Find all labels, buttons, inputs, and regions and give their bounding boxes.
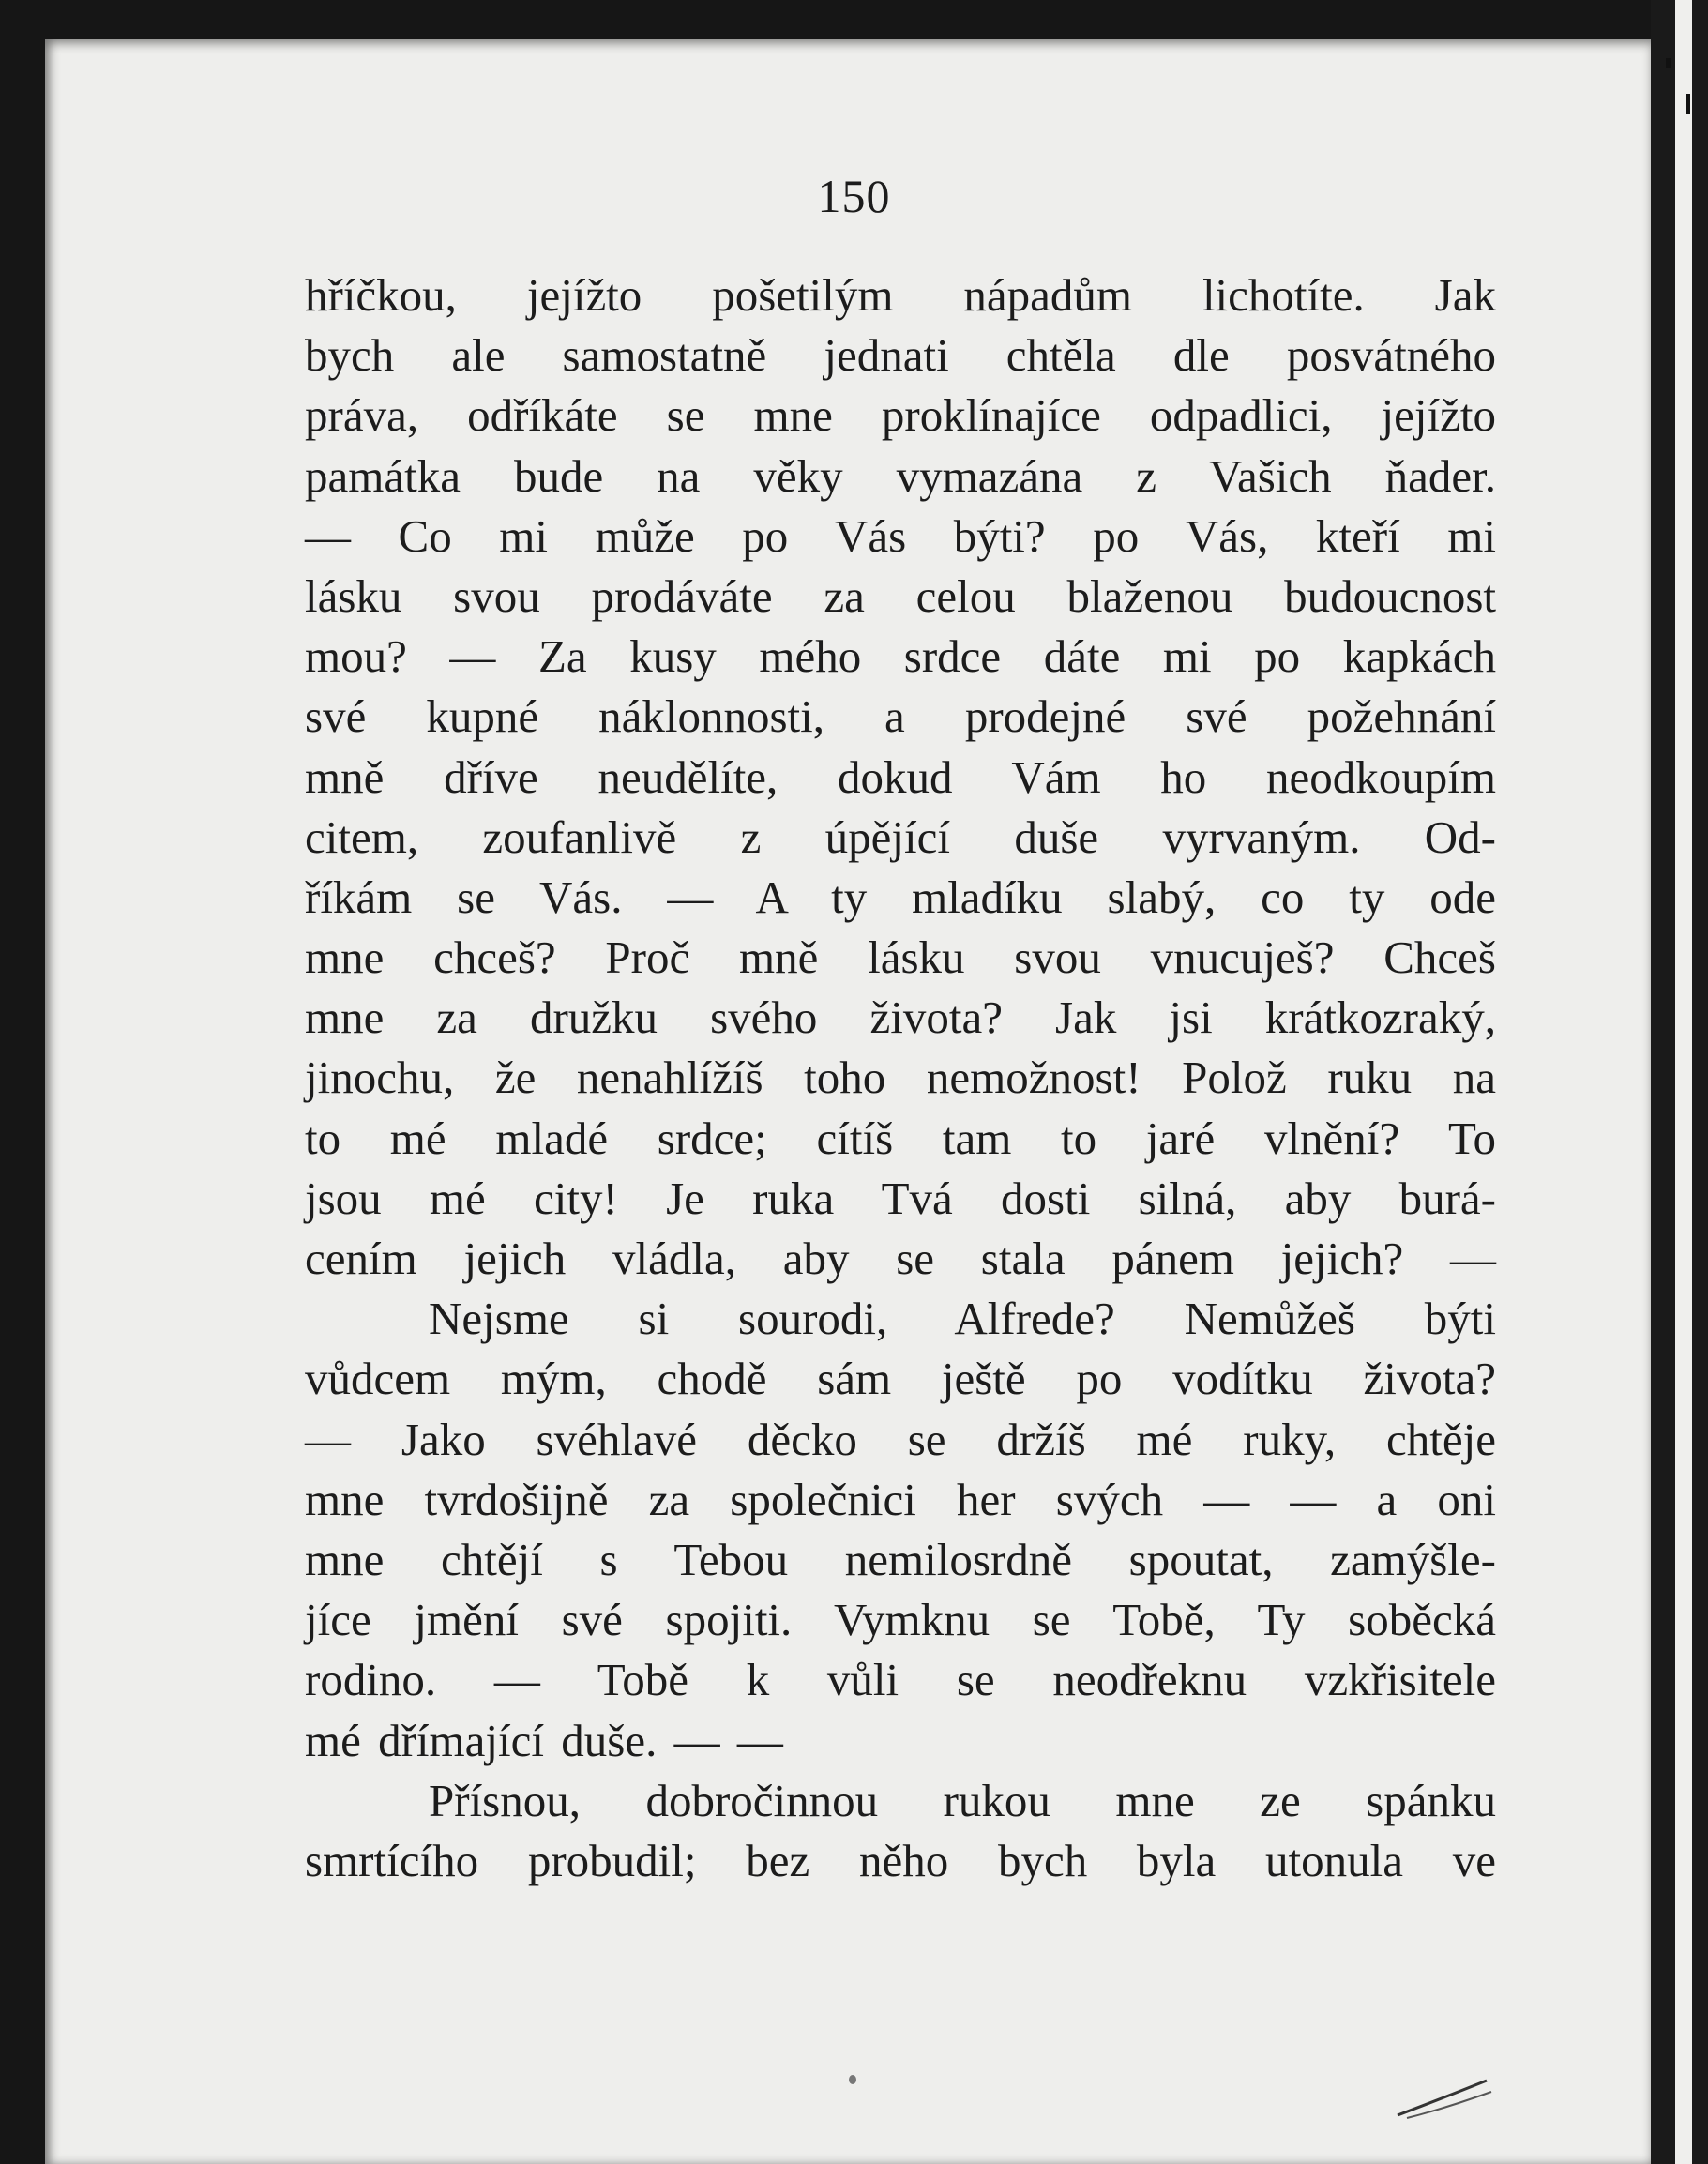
text-line: rodino. — Tobě k vůli se neodřeknu vzkřisitele [305,1654,1496,1706]
text-line: — Jako svéhlavé děcko se držíš mé ruky, chtěje [305,1413,1496,1465]
text-line: mne za družku svého života? Jak jsi krátkozraký, [305,991,1496,1044]
text-line: mé dřímající duše. — — [305,1714,783,1766]
text-line: mou? — Za kusy mého srdce dáte mi po kapkách [305,630,1496,683]
text-line: Přísnou, dobročinnou rukou mne ze spánku [429,1774,1496,1826]
text-line: smrtícího probudil; bez něho bych byla utonula ve [305,1834,1496,1886]
page-number: 150 [817,170,891,222]
text-line: své kupné náklonnosti, a prodejné své požehnání [305,690,1496,743]
text-line: hříčkou, jejížto pošetilým nápadům lichotíte. Jak [305,269,1496,321]
text-line: lásku svou prodáváte za celou blaženou budoucnost [305,569,1496,622]
edge-speck [1666,58,1671,68]
text-line: mne chceš? Proč mně lásku svou vnucuješ? Chceš [305,931,1496,984]
edge-speck [1686,94,1690,114]
text-line: jinochu, že nenahlížíš toho nemožnost! Polož ruku na [305,1052,1496,1104]
text-line: mne tvrdošijně za společnici her svých — — a oni [305,1473,1496,1525]
text-line: — Co mi může po Vás býti? po Vás, kteří mi [305,509,1496,562]
text-line: říkám se Vás. — A ty mladíku slabý, co ty ode [305,870,1496,923]
text-line: jsou mé city! Je ruka Tvá dosti silná, aby burá- [305,1172,1496,1224]
text-line: cením jejich vládla, aby se stala pánem jejich? — [305,1233,1496,1284]
text-line: jíce jmění své spojiti. Vymknu se Tobě, Ty soběcká [305,1594,1496,1646]
text-line: citem, zoufanlivě z úpějící duše vyrvaným. Od- [305,810,1496,863]
text-line: práva, odříkáte se mne proklínajíce odpadlici, jejížto [305,389,1496,442]
text-line: bych ale samostatně jednati chtěla dle posvátného [305,329,1496,382]
page-body-text [305,265,1496,1891]
page-corner-curl-mark [1388,2073,1501,2129]
text-line: Nejsme si sourodi, Alfrede? Nemůžeš býti [429,1293,1496,1345]
text-line: mně dříve neudělíte, dokud Vám ho neodkoupím [305,750,1496,803]
text-line: památka bude na věky vymazána z Vašich ňader. [305,449,1496,502]
text-line: mne chtějí s Tebou nemilosrdně spoutat, zamýšle- [305,1533,1496,1585]
text-line: vůdcem mým, chodě sám ještě po vodítku života? [305,1353,1496,1405]
text-line: to mé mladé srdce; cítíš tam to jaré vlnění? To [305,1112,1496,1164]
paper-speck [849,2075,856,2084]
adjacent-page-edge [1675,0,1692,2164]
